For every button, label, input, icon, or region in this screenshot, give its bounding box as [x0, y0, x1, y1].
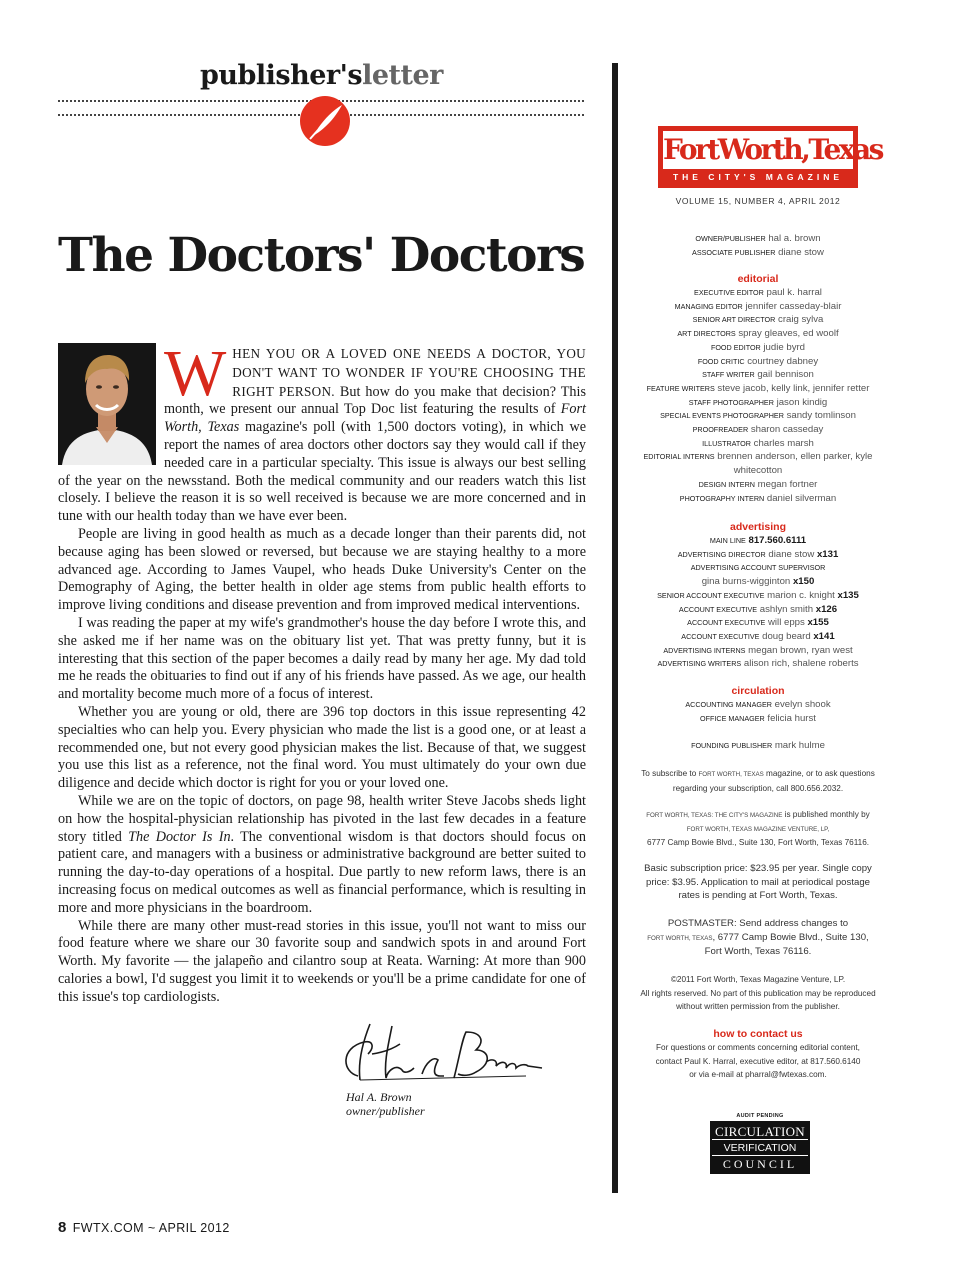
contact-heading: how to contact us — [713, 1028, 803, 1040]
masthead-row: ILLUSTRATOR charles marsh — [702, 437, 814, 449]
drop-cap: W — [164, 337, 227, 410]
quill-pen-icon — [300, 96, 350, 146]
signature-role: owner/publisher — [346, 1104, 425, 1118]
masthead-row: OFFICE MANAGER felicia hurst — [700, 712, 816, 724]
paragraph-3: I was reading the paper at my wife's grandmother's house the day before I wrote this, and she asked me if her name was on the obituary list yet. That was pretty funny, but it is interesting that this section of the paper becomes a daily read by many her age. My dad told me he reads the obituaries to find out if any of his friends have passed. As we age, our health and mortality become much more of a focus of interest. — [58, 614, 586, 703]
masthead-row: STAFF PHOTOGRAPHER jason kindig — [688, 396, 828, 408]
masthead-row: SPECIAL EVENTS PHOTOGRAPHER sandy tomlinson — [660, 410, 856, 422]
volume-line: VOLUME 15, NUMBER 4, APRIL 2012 — [675, 196, 841, 206]
masthead-row: ADVERTISING ACCOUNT SUPERVISOR — [690, 563, 826, 573]
masthead-row: ART DIRECTORS spray gleaves, ed woolf — [677, 328, 839, 340]
signature-name: Hal A. Brown — [346, 1090, 412, 1104]
circulation-heading: circulation — [731, 685, 785, 697]
paragraph-4: Whether you are young or old, there are 396 top doctors in this issue representing 42 specialties who can help you. Every physician who made the list is a good one, or at least a recommended one, but not every good physician makes the list. Because of that, we suggest you use this list as a reference, not the final word. You must ultimately do your own due diligence and decide which doctor is right for you or your loved one. — [58, 703, 586, 792]
contact-section: how to contact us For questions or comments concerning editorial content, contact Paul K. Harral, executive editor, at 817.560.6140 or via e-mail at pharral@fwtexas.com. — [627, 1027, 889, 1082]
paragraph-5: While we are on the topic of doctors, on page 98, health writer Steve Jacobs sheds light on how the hospital-physician relationship has pivoted in the last few decades in a feature story titled The Doctor Is In. The conventional wisdom is that doctors should focus on patient care, and managers with a business or administrative background are better suited to running the day-to-day operations of a hospital. Due partly to new reform laws, there is an increasing focus on medical outcomes as well as financial performance, which is resulting in more and more physicians in the boardroom. — [58, 792, 586, 916]
masthead-row: EXECUTIVE EDITOR paul k. harral — [694, 287, 822, 298]
masthead-row: PHOTOGRAPHY INTERN daniel silverman — [679, 492, 837, 504]
advertising-heading: advertising — [729, 521, 787, 533]
subscribe-note: To subscribe to FORT WORTH, TEXAS magazine, or to ask questions regarding your subscription, call 800.656.2032. — [641, 769, 875, 793]
logo-tagline: THE CITY'S MAGAZINE — [672, 172, 844, 182]
handwritten-signature — [330, 1018, 545, 1093]
section-header-left: publisher's — [200, 60, 363, 91]
magazine-name: Fort Worth, Texas — [164, 401, 586, 436]
main-line: MAIN LINE 817.560.6111 — [709, 535, 807, 546]
masthead-row: FOOD EDITOR judie byrd — [710, 341, 806, 353]
postmaster-note: POSTMASTER: Send address changes to FORT WORTH, TEXAS, 6777 Camp Bowie Blvd., Suite 130, Fort Worth, Texas 76116. — [647, 918, 869, 958]
section-header — [200, 60, 460, 91]
masthead-row: whitecotton — [733, 465, 783, 477]
publishing-note: FORT WORTH, TEXAS: THE CITY'S MAGAZINE is published monthly by FORT WORTH, TEXAS MAGAZINE VENTURE, LP, 6777 Camp Bowie Blvd., Suite 130, Fort Worth, Texas 76116. — [646, 810, 870, 848]
masthead-row: DESIGN INTERN megan fortner — [698, 478, 818, 490]
masthead-row: EDITORIAL INTERNS brennen anderson, ellen parker, kyle — [643, 451, 873, 463]
lead-in: HEN YOU OR A LOVED ONE NEEDS A DOCTOR, YOU DON'T WANT TO WONDER IF YOU'RE CHOOSING THE RIGHT PERSON. — [232, 346, 586, 399]
masthead-row: ACCOUNT EXECUTIVE ashlyn smith x126 — [678, 603, 838, 615]
page-number: 8 — [58, 1219, 67, 1236]
masthead-founding: FOUNDING PUBLISHER mark hulme — [691, 740, 825, 751]
masthead-row: ACCOUNT EXECUTIVE doug beard x141 — [681, 630, 835, 642]
masthead-owners: OWNER/PUBLISHER hal a. brown ASSOCIATE PUBLISHER diane stow — [692, 233, 824, 258]
masthead-row: ACCOUNTING MANAGER evelyn shook — [685, 699, 831, 710]
editorial-heading: editorial — [737, 273, 779, 285]
masthead-row: FEATURE WRITERS steve jacob, kelly link, jennifer retter — [646, 382, 870, 394]
magazine-logo — [658, 126, 882, 188]
story-title: The Doctor Is In — [128, 828, 231, 845]
masthead-row: ADVERTISING INTERNS megan brown, ryan west — [663, 644, 853, 656]
masthead-row: MANAGING EDITOR jennifer casseday-blair — [674, 300, 842, 312]
page-footer — [58, 1219, 230, 1236]
copyright-note: ©2011 Fort Worth, Texas Magazine Venture, LP. All rights reserved. No part of this publication may be reproduced without written permission from the publisher. — [640, 975, 876, 1012]
column-divider — [612, 63, 618, 1193]
footer-text: FWTX.COM ~ APRIL 2012 — [72, 1221, 230, 1235]
article-title: The Doctors' Doctors — [58, 228, 585, 283]
masthead-row: ACCOUNT EXECUTIVE will epps x155 — [687, 617, 829, 629]
masthead-advertising — [627, 520, 889, 671]
audit-pending-label: AUDIT PENDING — [736, 1113, 784, 1119]
signature-caption — [346, 1090, 425, 1118]
section-header-right: letter — [362, 60, 443, 91]
price-note: Basic subscription price: $23.95 per year. Single copy price: $3.95. Application to mail at periodical postage rates is pending at Fort Worth, Texas. — [644, 863, 872, 902]
logo-wordmark: FortWorth,Texas — [663, 133, 882, 166]
circulation-verification-council-logo: CIRCULATION VERIFICATION COUNCIL — [710, 1121, 810, 1174]
masthead-row: SENIOR ART DIRECTOR craig sylva — [692, 314, 824, 326]
masthead-row: gina burns-wigginton x150 — [701, 576, 815, 588]
masthead-row: PROOFREADER sharon casseday — [692, 424, 824, 436]
masthead-row: ADVERTISING DIRECTOR diane stow x131 — [677, 548, 839, 560]
masthead-row: FOOD CRITIC courtney dabney — [697, 355, 819, 367]
article-body — [58, 337, 586, 1006]
masthead-circulation — [627, 684, 889, 725]
masthead-row: STAFF WRITER gail bennison — [702, 369, 814, 381]
paragraph-2: People are living in good health as much as a decade longer than their parents did, not because aging has been slowed or reversed, but because we are staying healthy to a more advanced age. According to James Vaupel, who heads Duke University's Center on the Demography of Aging, the better health in older age stems from public health efforts to improve living conditions and disease prevention and from improved medical interventions. — [58, 525, 586, 614]
masthead-row: SENIOR ACCOUNT EXECUTIVE marion c. knight x135 — [657, 589, 859, 601]
main-line-phone: 817.560.6111 — [748, 535, 807, 546]
masthead-editorial — [627, 272, 889, 505]
paragraph-1: W HEN YOU OR A LOVED ONE NEEDS A DOCTOR, YOU DON'T WANT TO WONDER IF YOU'RE CHOOSING THE RIGHT PERSON. But how do you make that decision? This month, we present our annual Top Doc list featuring the results of Fort Worth, Texas magazine's poll (with 1,500 doctors voting), in which we report the names of area doctors other doctors say they would call if they needed care in a particular specialty. This issue is always our best selling of the year on the newsstand. Both the medical community and our readers watch this list closely. I believe the reason it is so well received is because we are more concerned and in tune with our health today than we have ever been. — [58, 337, 586, 525]
masthead-row: ADVERTISING WRITERS alison rich, shalene roberts — [657, 658, 859, 670]
paragraph-6: While there are many other must-read stories in this issue, you'll not want to miss our food feature where we share our 30 favorite soup and sandwich spots in and around Fort Worth. My favorite — the jalapeño and cilantro soup at Reata. Warning: At more than 900 calories a bowl, I'd suggest you limit it to weekends or you'll be a prime candidate for one of this issue's top cardiologists. — [58, 917, 586, 1005]
